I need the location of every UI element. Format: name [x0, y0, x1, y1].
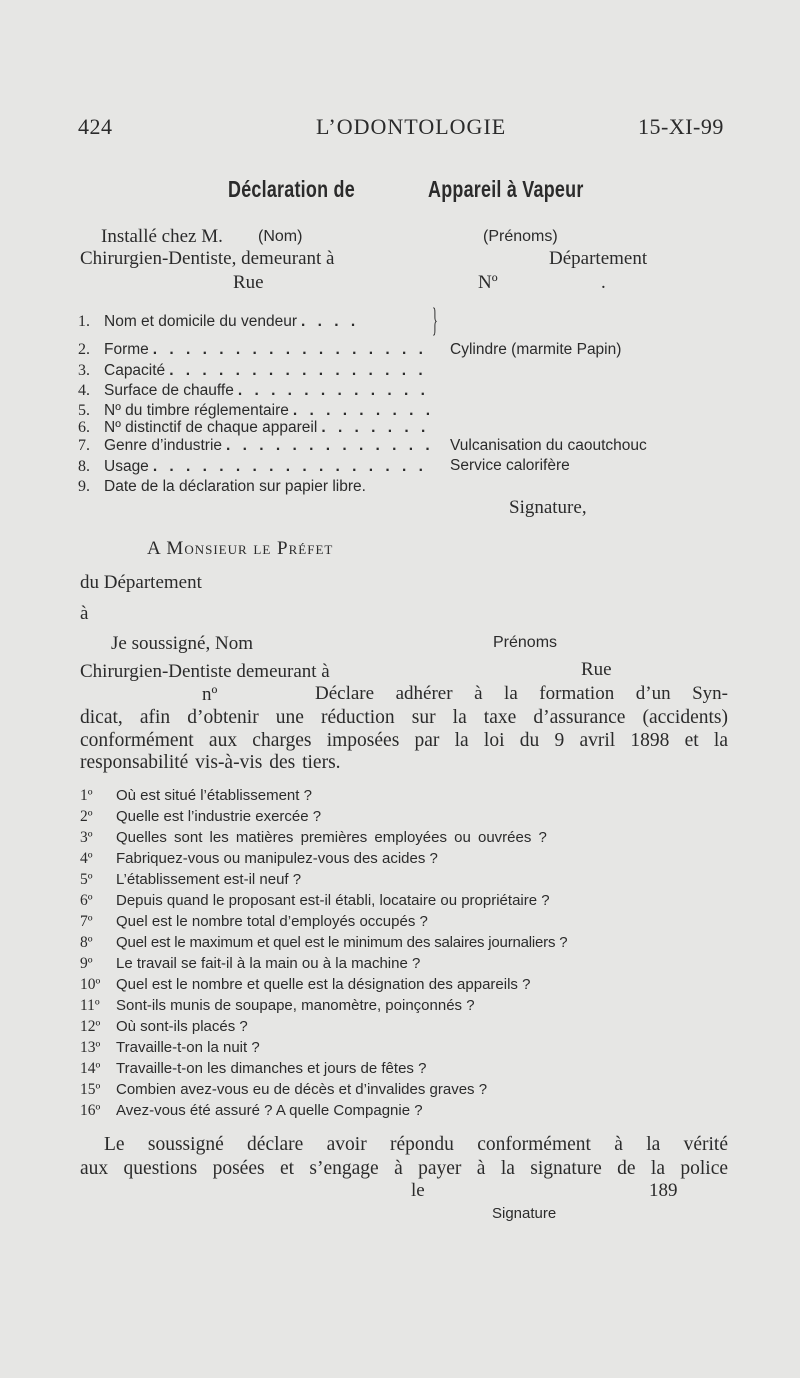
installed-no: Nº	[478, 272, 498, 293]
question-item: 3º Quelles sont les matières premières employées ou ouvrées ?	[80, 829, 547, 846]
installed-departement: Département	[549, 248, 648, 269]
question-item: 10º Quel est le nombre et quelle est la désignation des appareils ?	[80, 976, 531, 993]
question-item: 9º Le travail se fait-il à la main ou à la machine ?	[80, 955, 421, 972]
answer-genre: Vulcanisation du caoutchouc	[450, 437, 647, 454]
answer-usage: Service calorifère	[450, 457, 570, 474]
list-item: 4. Surface de chauffe . . .	[78, 382, 430, 403]
closing-line1: Le soussigné déclare avoir répondu conformément à la vérité	[104, 1134, 728, 1155]
page-number: 424	[78, 114, 113, 139]
list-item: 6. Nº distinctif de chaque appareil . . .	[78, 419, 430, 440]
soussigne-rue: Rue	[581, 659, 612, 680]
soussigne-line5: conformément aux charges imposées par la loi du 9 avril 1898 et la	[80, 730, 728, 751]
leader-dots	[293, 402, 430, 420]
journal-title: L’ODONTOLOGIE	[316, 114, 507, 139]
installed-chez: Installé chez M.	[101, 226, 223, 247]
list-item: 7. Genre d’industrie . . .	[78, 437, 430, 458]
leader-dots	[153, 458, 430, 476]
list-item: 8. Usage . . .	[78, 458, 430, 479]
installed-prenoms: (Prénoms)	[483, 228, 558, 245]
question-item: 7º Quel est le nombre total d’employés occupés ?	[80, 913, 428, 930]
title-left: Déclaration de	[228, 176, 355, 202]
question-item: 15º Combien avez-vous eu de décès et d’invalides graves ?	[80, 1081, 488, 1098]
signature-1: Signature,	[509, 497, 587, 518]
question-item: 14º Travaille-t-on les dimanches et jours de fêtes ?	[80, 1060, 427, 1077]
answer-forme: Cylindre (marmite Papin)	[450, 341, 622, 358]
list-item: 1. Nom et domicile du vendeur . . .	[78, 313, 430, 334]
prefet-a: à	[80, 603, 89, 624]
question-item: 16º Avez-vous été assuré ? A quelle Compagnie ?	[80, 1102, 423, 1119]
soussigne-nom: Je soussigné, Nom	[111, 633, 253, 654]
soussigne-line4: dicat, afin d’obtenir une réduction sur la taxe d’assurance (accidents)	[80, 707, 728, 728]
list-item: 5. Nº du timbre réglementaire . . .	[78, 402, 430, 423]
closing-line2: aux questions posées et s’engage à payer à la signature de la police	[80, 1158, 728, 1179]
installed-no-dot: .	[601, 272, 606, 293]
leader-dots	[321, 419, 430, 437]
question-item: 2º Quelle est l’industrie exercée ?	[80, 808, 322, 825]
question-item: 8º Quel est le maximum et quel est le minimum des salaires journaliers ?	[80, 934, 568, 951]
closing-year: 189	[649, 1180, 678, 1201]
leader-dots	[226, 437, 430, 455]
soussigne-demeurant: Chirurgien-Dentiste demeurant à	[80, 661, 330, 682]
brace: }	[432, 302, 438, 339]
issue-date: 15-XI-99	[638, 114, 724, 139]
closing-le: le	[411, 1180, 425, 1201]
leader-dots	[169, 362, 430, 380]
soussigne-prenoms: Prénoms	[493, 634, 558, 651]
soussigne-line3: Déclare adhérer à la formation d’un Syn-	[315, 683, 728, 704]
question-item: 11º Sont-ils munis de soupape, manomètre, poinçonnés ?	[80, 997, 475, 1014]
prefet-departement: du Département	[80, 572, 202, 593]
question-item: 6º Depuis quand le proposant est-il établi, locataire ou propriétaire ?	[80, 892, 550, 909]
question-item: 1º Où est situé l’établissement ?	[80, 787, 312, 804]
leader-dots	[238, 382, 430, 400]
title-right: Appareil à Vapeur	[428, 176, 584, 202]
list-item: 2. Forme . . .	[78, 341, 430, 362]
question-item: 4º Fabriquez-vous ou manipulez-vous des acides ?	[80, 850, 438, 867]
soussigne-no: nº	[202, 684, 218, 705]
installed-profession: Chirurgien-Dentiste, demeurant à	[80, 248, 335, 269]
list-item: 3. Capacité . . .	[78, 362, 430, 383]
question-item: 13º Travaille-t-on la nuit ?	[80, 1039, 260, 1056]
question-item: 5º L’établissement est-il neuf ?	[80, 871, 302, 888]
question-item: 12º Où sont-ils placés ?	[80, 1018, 248, 1035]
prefet-address: A Monsieur le Préfet	[147, 538, 334, 559]
installed-rue: Rue	[233, 272, 264, 293]
list-item: 9. Date de la déclaration sur papier libre.	[78, 478, 366, 495]
soussigne-line6: responsabilité vis-à-vis des tiers.	[80, 752, 341, 773]
leader-dots	[153, 341, 430, 359]
leader-dots	[301, 313, 359, 331]
closing-signature: Signature	[492, 1205, 557, 1222]
installed-nom: (Nom)	[258, 228, 303, 245]
